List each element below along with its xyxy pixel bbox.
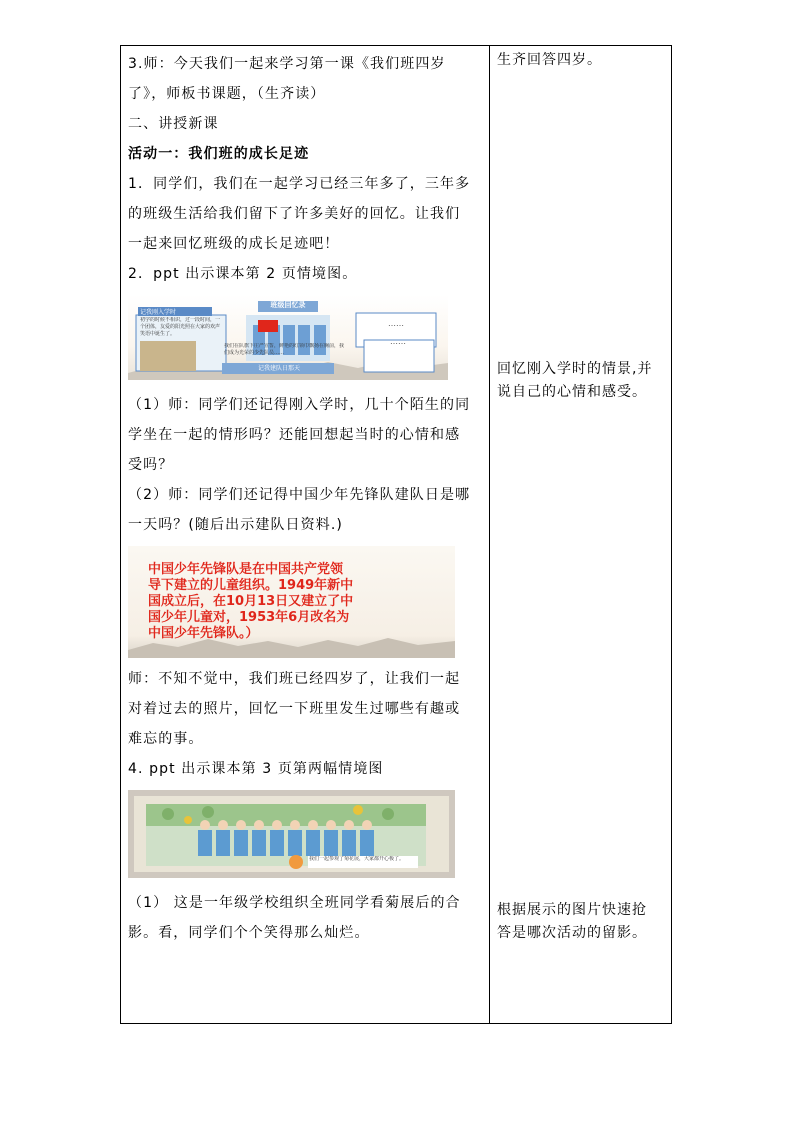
slide-text-line: 导下建立的儿童组织。1949年新中: [148, 578, 354, 593]
section-heading: 二、讲授新课: [128, 116, 219, 132]
paragraph: 难忘的事。: [128, 731, 204, 747]
paragraph: 2．ppt 出示课本第 2 页情境图。: [128, 266, 358, 282]
teaching-process-column: [128, 49, 484, 948]
paragraph: 学坐在一起的情形吗？还能回想起当时的心情和感: [128, 427, 461, 443]
slide-text-line: 国少年儿童对，1953年6月改名为: [148, 610, 350, 625]
paragraph: 影。看，同学们个个笑得那么灿烂。: [128, 925, 370, 941]
paragraph: 3.师：今天我们一起来学习第一课《我们班四岁: [128, 56, 446, 72]
slide-text-line: 中国少年先锋队。）: [148, 626, 259, 641]
paragraph: 对着过去的照片，回忆一下班里发生过哪些有趣或: [128, 701, 461, 717]
paragraph: 一起来回忆班级的成长足迹吧！: [128, 236, 340, 252]
slide-text-line: 国成立后，在10月13日又建立了中: [148, 594, 354, 609]
young-pioneers-slide-image: [128, 546, 455, 658]
slide-text: 初学的时候不相识，过一段时间，一个团体，友爱的阳光照在大家的欢声笑语中诞生了。: [140, 317, 221, 337]
slide-text: 我们在队旗下庄严宣誓，鲜艳的红领巾飘扬在胸前，我们成为光荣的少先队员……: [224, 343, 344, 356]
slide-tag: 记我刚入学时: [138, 307, 212, 316]
student-note: 生齐回答四岁。: [497, 52, 602, 68]
slide-dots: ……: [390, 337, 406, 346]
slide-tag: 记我建队日那天: [257, 365, 300, 372]
slide-text-line: 中国少年先锋队是在中国共产党领: [148, 562, 344, 577]
paragraph: （1） 这是一年级学校组织全班同学看菊展后的合: [128, 895, 461, 911]
student-note: 答是哪次活动的留影。: [497, 925, 647, 941]
group-photo-slide-image: [128, 790, 455, 878]
paragraph: 了》，师板书课题，（生齐读）: [128, 86, 326, 102]
paragraph: 受吗？: [128, 457, 174, 473]
photo-caption: 我们一起参观了菊花展，大家都开心极了。: [309, 856, 405, 862]
slide-dots: ……: [388, 319, 404, 328]
paragraph: 一天吗？(随后出示建队日资料.): [128, 517, 343, 533]
paragraph: （2）师：同学们还记得中国少年先锋队建队日是哪: [128, 487, 471, 503]
paragraph: 师：不知不觉中，我们班已经四岁了，让我们一起: [128, 671, 461, 687]
student-note: 说自己的心情和感受。: [497, 384, 647, 400]
paragraph: 1．同学们，我们在一起学习已经三年多了，三年多: [128, 176, 471, 192]
student-note: 根据展示的图片快速抢: [497, 902, 647, 918]
paragraph: 4. ppt 出示课本第 3 页第两幅情境图: [128, 761, 384, 777]
column-divider: [489, 45, 490, 1024]
slide-red-text: [148, 562, 353, 642]
paragraph: （1）师：同学们还记得刚入学时，几十个陌生的同: [128, 397, 471, 413]
student-note: 回忆刚入学时的情景,并: [497, 361, 653, 377]
activity-heading: 活动一：我们班的成长足迹: [128, 146, 310, 162]
slide-title: 班级回忆录: [270, 301, 306, 309]
class-memory-slide-image: [128, 295, 448, 380]
paragraph: 的班级生活给我们留下了许多美好的回忆。让我们: [128, 206, 461, 222]
